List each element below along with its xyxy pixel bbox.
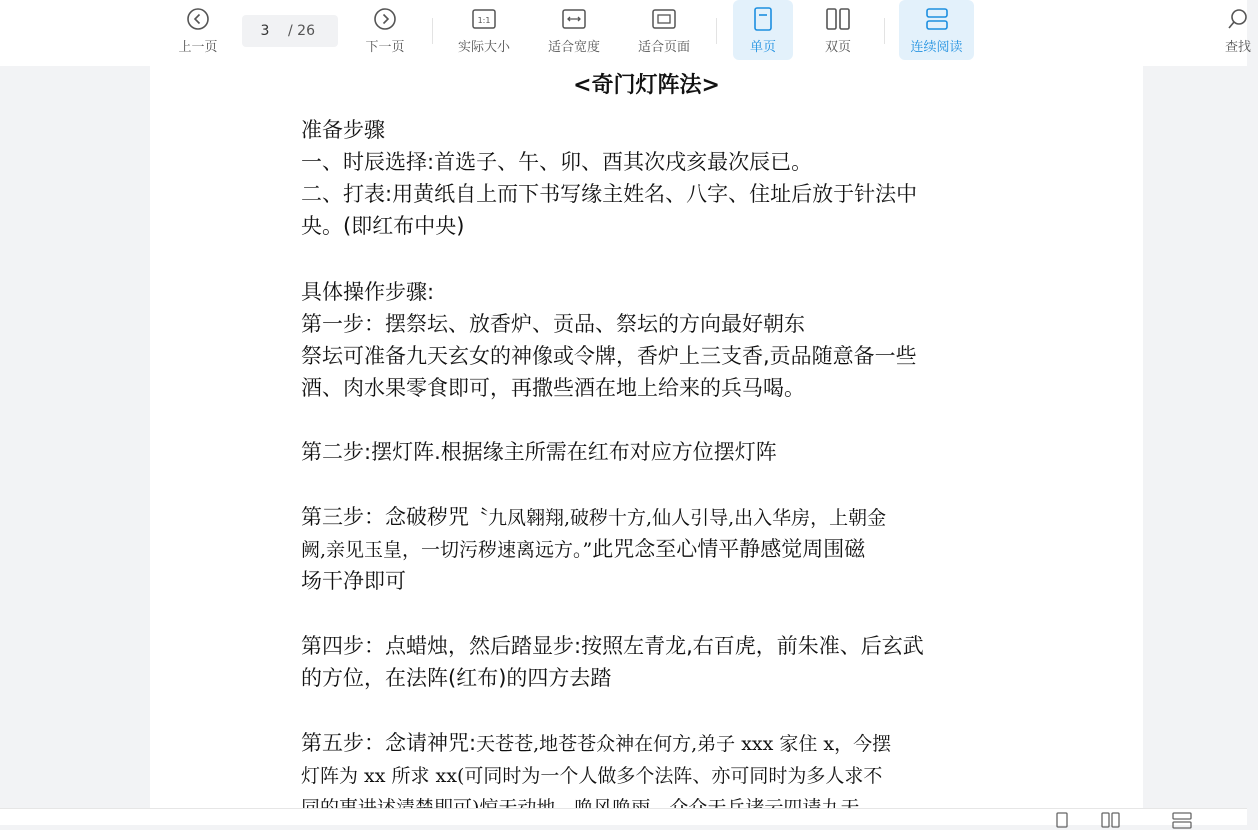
continuous-reading-label: 连续阅读 [910, 40, 963, 55]
text-line [301, 759, 882, 792]
fit-width-icon [562, 6, 586, 32]
toolbar-divider [432, 18, 433, 44]
text-line: 一、时辰选择:首选子、午、卯、酉其次戌亥最次辰已。 [301, 150, 813, 174]
document-page [150, 66, 1143, 808]
toolbar-divider [716, 18, 717, 44]
incantation-text: 灯阵为 xx 所求 xx(可同时为一个人做多个法阵、亦可同时为多人求不 [301, 765, 883, 787]
prev-page-button[interactable] [168, 0, 228, 66]
next-page-button[interactable] [355, 0, 415, 66]
search-label: 查找 [1224, 40, 1251, 55]
text-line: 场干净即可 [301, 569, 406, 593]
current-page-input[interactable]: 3 [260, 23, 270, 39]
text-line: 央。(即红布中央) [301, 214, 465, 238]
double-page-icon [826, 6, 850, 32]
single-page-button[interactable] [733, 0, 793, 60]
double-page-button[interactable] [808, 0, 868, 66]
search-icon [1227, 6, 1249, 32]
toolbar-divider [884, 18, 885, 44]
next-page-label: 下一页 [365, 40, 405, 55]
text-line: 第四步：点蜡烛，然后踏显步:按照左青龙,右百虎，前朱准、后玄武 [301, 634, 924, 658]
actual-size-button[interactable] [448, 0, 520, 66]
continuous-reading-button[interactable] [899, 0, 974, 60]
text-line: 第一步：摆祭坛、放香炉、贡品、祭坛的方向最好朝东 [301, 312, 805, 336]
page-number-box[interactable] [242, 15, 338, 47]
continuous-reading-icon[interactable] [1172, 811, 1192, 830]
actual-size-label: 实际大小 [457, 40, 510, 55]
single-page-icon[interactable] [1054, 811, 1070, 830]
step-heading: 第三步：念破秽咒 [301, 505, 469, 529]
step-text: 此咒念至心情平静感觉周围磁 [592, 537, 866, 561]
incantation-text: 〝九凤翱翔,破秽十方,仙人引导,出入华房，上朝金 [469, 507, 887, 529]
double-page-label: 双页 [824, 40, 851, 55]
text-line: 二、打表:用黄纸自上而下书写缘主姓名、八字、住址后放于针法中 [301, 182, 918, 206]
text-line: 准备步骤 [301, 118, 385, 142]
incantation-text: 天苍苍,地苍苍众神在何方,弟子 xxx 家住 x，今摆 [476, 733, 892, 755]
step-heading: 第五步：念请神咒: [301, 731, 477, 755]
fit-page-label: 适合页面 [637, 40, 690, 55]
double-page-icon[interactable] [1101, 811, 1121, 830]
text-line [301, 727, 891, 760]
single-page-label: 单页 [749, 40, 776, 55]
text-line: 酒、肉水果零食即可，再撒些酒在地上给来的兵马喝。 [301, 376, 805, 400]
fit-width-label: 适合宽度 [547, 40, 600, 55]
actual-size-icon [472, 6, 496, 32]
toolbar [0, 0, 1251, 66]
status-bar [0, 808, 1247, 825]
incantation-text: 阙,亲见玉皇，一切污秽速离远方。” [301, 539, 593, 561]
search-button[interactable] [1218, 0, 1258, 66]
svg-text:1:1: 1:1 [477, 16, 491, 25]
text-line [301, 501, 886, 534]
prev-page-label: 上一页 [178, 40, 218, 55]
single-page-icon [753, 6, 773, 32]
fit-width-button[interactable] [538, 0, 610, 66]
document-title: <奇门灯阵法> [573, 73, 720, 98]
fit-page-icon [652, 6, 676, 32]
total-pages: / 26 [288, 23, 315, 39]
text-line: 祭坛可准备九天玄女的神像或令牌，香炉上三支香,贡品随意备一些 [301, 344, 917, 368]
chevron-left-circle-icon [186, 6, 210, 32]
text-line: 的方位，在法阵(红布)的四方去踏 [301, 666, 612, 690]
chevron-right-circle-icon [373, 6, 397, 32]
continuous-reading-icon [925, 6, 949, 32]
fit-page-button[interactable] [628, 0, 700, 66]
text-line: 具体操作步骤: [301, 280, 435, 304]
text-line: 第二步:摆灯阵.根据缘主所需在红布对应方位摆灯阵 [301, 440, 777, 464]
text-line [301, 533, 865, 566]
